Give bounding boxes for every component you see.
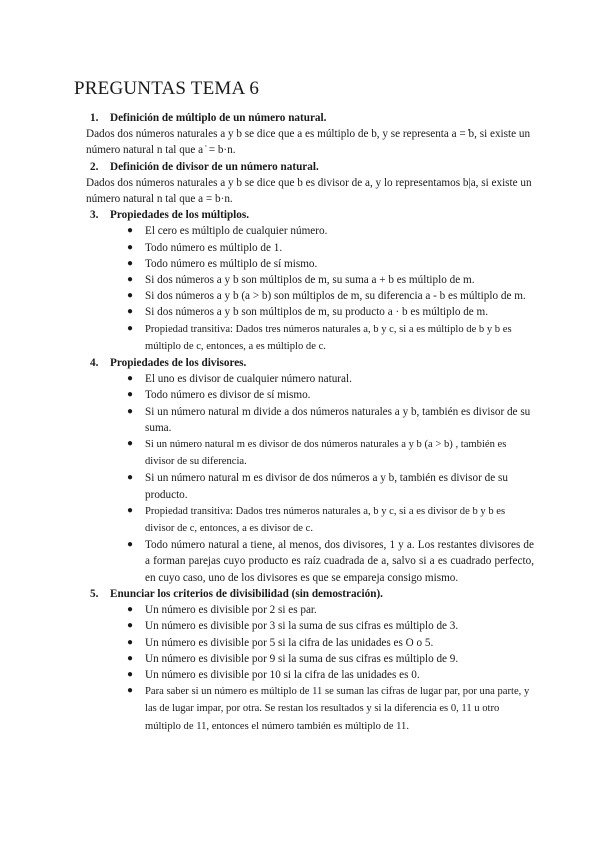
bullet-icon: ● <box>127 225 134 237</box>
list-item <box>86 272 534 288</box>
bullet-icon: ● <box>127 306 134 318</box>
list-item-text: Un número es divisible por 2 si es par. <box>145 604 317 617</box>
list-item-text: Un número es divisible por 9 si la suma de sus cifras es múltiplo de 9. <box>145 652 459 665</box>
bullet-icon: ● <box>127 620 134 632</box>
page-title: PREGUNTAS TEMA 6 <box>74 78 260 99</box>
section-heading <box>86 159 534 175</box>
section-number: 5. <box>90 587 99 600</box>
section-number: 3. <box>90 209 99 222</box>
section-number: 1. <box>90 112 99 124</box>
bullet-icon: ● <box>127 636 134 648</box>
bullet-list <box>86 223 534 355</box>
section-number: 4. <box>90 357 99 370</box>
list-item <box>86 387 534 403</box>
section-paragraph: Dados dos números naturales a y b se dice que b es divisor de a, y lo representamos b|a, si existe un número natural n tal que a = b·n. <box>86 176 532 206</box>
list-item-text: El cero es múltiplo de cualquier número. <box>145 225 328 238</box>
bullet-icon: ● <box>127 438 134 450</box>
section-3 <box>86 207 534 355</box>
list-item <box>86 651 534 667</box>
section-heading <box>86 355 534 371</box>
list-item <box>86 618 534 634</box>
document-content <box>86 110 534 735</box>
list-item-text: Propiedad transitiva: Dados tres números naturales a, b y c, si a es divisor de b y b es divisor de c, entonces, a es divisor de c. <box>145 505 506 535</box>
section-paragraph: Dados dos números naturales a y b se dice que a es múltiplo de b, y se representa a = ̇b, si existe un número natural n tal que a ̇ = b·n. <box>86 128 531 157</box>
list-item <box>86 635 534 651</box>
section-2 <box>86 159 534 208</box>
list-item-text: Un número es divisible por 10 si la cifra de las unidades es 0. <box>145 668 420 681</box>
list-item-text: Todo número es múltiplo de 1. <box>145 241 283 254</box>
list-item <box>86 683 534 735</box>
list-item <box>86 240 534 256</box>
bullet-icon: ● <box>127 373 134 385</box>
bullet-icon: ● <box>127 652 134 664</box>
bullet-icon: ● <box>127 504 134 516</box>
section-heading <box>86 586 534 602</box>
bullet-icon: ● <box>127 241 134 253</box>
list-item-text: Si dos números a y b son múltiplos de m, su producto a · b es múltiplo de m. <box>145 306 489 319</box>
list-item-text: Un número es divisible por 3 si la suma de sus cifras es múltiplo de 3. <box>145 620 459 633</box>
list-item-text: Si un número natural m divide a dos números naturales a y b, también es divisor de su suma. <box>145 405 531 434</box>
list-item-text: Propiedad transitiva: Dados tres números naturales a, b y c, si a es múltiplo de b y b es múltiplo de c, entonces, a es múltiplo de c. <box>145 323 512 352</box>
section-heading-text: Definición de múltiplo de un número natural. <box>110 112 327 124</box>
section-heading-text: Definición de divisor de un número natural. <box>110 160 319 173</box>
list-item-text: Un número es divisible por 5 si la cifra de las unidades es O o 5. <box>145 636 434 649</box>
list-item <box>86 371 534 387</box>
bullet-icon: ● <box>127 685 134 697</box>
section-5 <box>86 586 534 735</box>
bullet-icon: ● <box>127 472 134 484</box>
list-item-text: Si un número natural m es divisor de dos números a y b, también es divisor de su producto. <box>145 472 508 501</box>
bullet-icon: ● <box>127 322 134 334</box>
list-item <box>86 404 534 436</box>
section-heading-text: Enunciar los criterios de divisibilidad (sin demostración). <box>110 587 383 600</box>
section-heading <box>86 207 534 223</box>
section-heading-text: Propiedades de los múltiplos. <box>110 209 250 222</box>
list-item-text: Todo número es divisor de sí mismo. <box>145 389 311 402</box>
bullet-list <box>86 602 534 735</box>
bullet-icon: ● <box>127 539 134 551</box>
list-item <box>86 667 534 683</box>
bullet-icon: ● <box>127 668 134 680</box>
list-item-text: Si un número natural m es divisor de dos números naturales a y b (a > b) , también es divisor de su diferencia. <box>145 439 507 468</box>
bullet-icon: ● <box>127 274 134 286</box>
list-item <box>86 537 534 586</box>
list-item <box>86 602 534 618</box>
list-item-text: Para saber si un número es múltiplo de 11 se suman las cifras de lugar par, por una parte, y las de lugar impar, por otra. Se restan los resultados y si la diferencia es 0, 11 u otro múltiplo de 11, entonces el número también es múltiplo de 11. <box>145 686 530 732</box>
bullet-list <box>86 371 534 586</box>
list-item <box>86 436 534 470</box>
list-item <box>86 503 534 537</box>
section-1 <box>86 110 534 159</box>
list-item <box>86 321 534 355</box>
bullet-icon: ● <box>127 405 134 417</box>
list-item-text: El uno es divisor de cualquier número natural. <box>145 373 352 386</box>
list-item-text: Todo número natural a tiene, al menos, dos divisores, 1 y a. Los restantes divisores de a forman parejas cuyo producto es raíz cuadrada de a, salvo si a es cuadrado perfecto, en cuyo caso, uno de los divisores es que se empareja consigo mismo. <box>145 539 534 584</box>
list-item-text: Si dos números a y b son múltiplos de m, su suma a + b es múltiplo de m. <box>145 274 475 287</box>
list-item <box>86 256 534 272</box>
list-item-text: Todo número es múltiplo de sí mismo. <box>145 257 318 270</box>
section-number: 2. <box>90 160 99 173</box>
section-heading <box>86 110 534 126</box>
list-item <box>86 223 534 239</box>
section-heading-text: Propiedades de los divisores. <box>110 357 247 370</box>
bullet-icon: ● <box>127 389 134 401</box>
list-item-text: Si dos números a y b (a > b) son múltiplos de m, su diferencia a - b es múltiplo de m. <box>145 290 526 303</box>
bullet-icon: ● <box>127 604 134 616</box>
list-item <box>86 470 534 502</box>
bullet-icon: ● <box>127 290 134 302</box>
bullet-icon: ● <box>127 257 134 269</box>
list-item <box>86 288 534 304</box>
list-item <box>86 304 534 320</box>
section-4 <box>86 355 534 586</box>
